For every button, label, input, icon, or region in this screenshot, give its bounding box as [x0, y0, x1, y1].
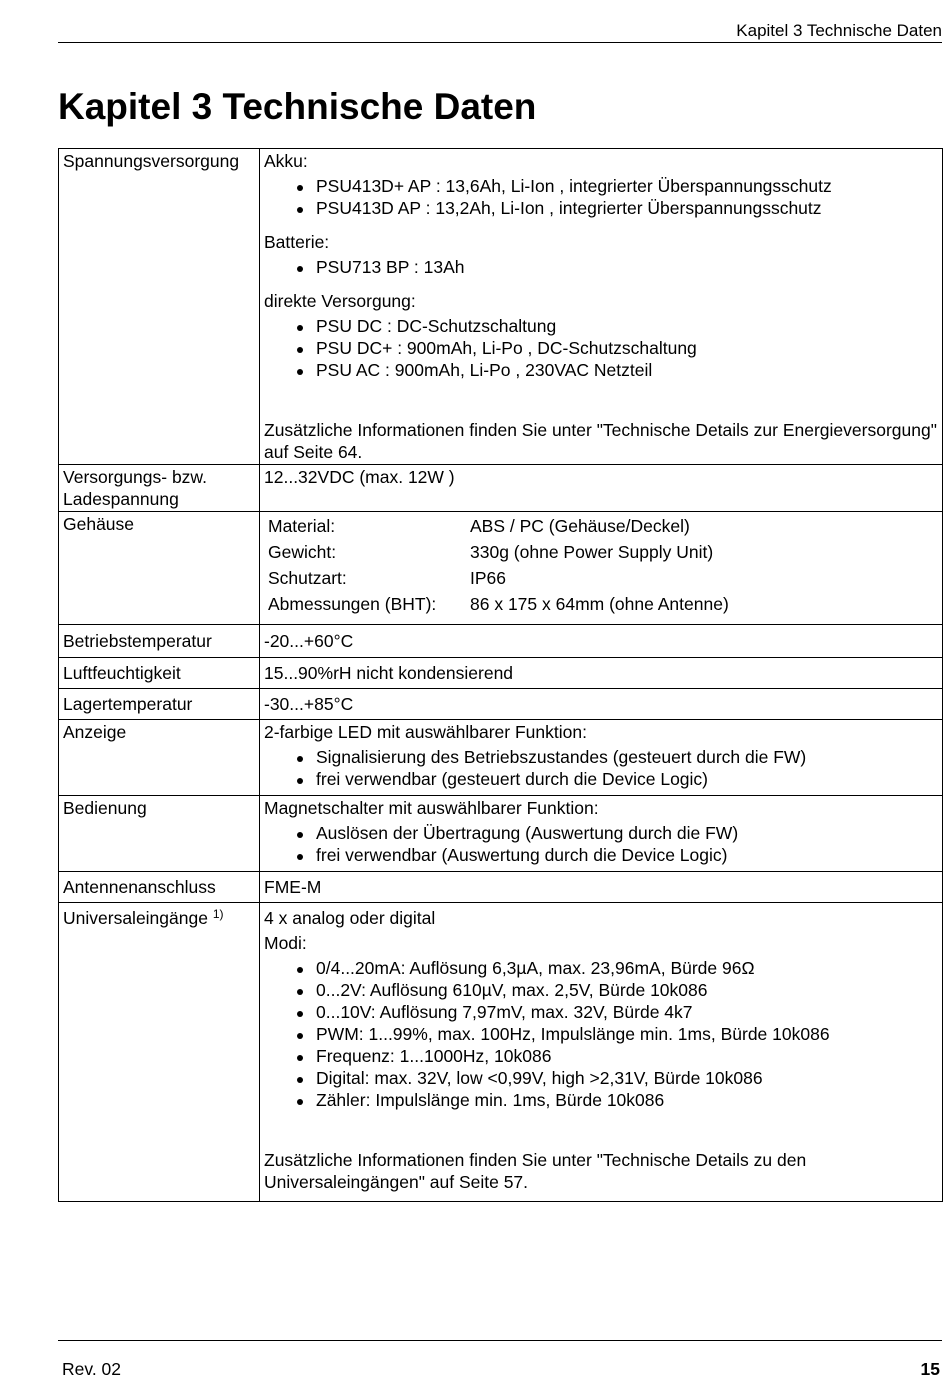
table-row-storage-temp [59, 689, 943, 720]
universal-inputs-label: Universaleingänge [63, 908, 208, 928]
row-label: Betriebstemperatur [59, 625, 260, 658]
table-row-display [59, 720, 943, 796]
list-item: frei verwendbar (Auswertung durch die Device Logic) [316, 844, 938, 866]
bullet-list [264, 315, 938, 381]
list-item: PSU DC+ : 900mAh, Li-Po , DC-Schutzschaltung [316, 337, 938, 359]
list-item: Auslösen der Übertragung (Auswertung durch die FW) [316, 822, 938, 844]
list-item: 0/4...20mA: Auflösung 6,3µA, max. 23,96mA, Bürde 96Ω [316, 957, 938, 979]
row-label: Luftfeuchtigkeit [59, 658, 260, 689]
row-value: FME-M [260, 872, 943, 903]
page-title: Kapitel 3 Technische Daten [58, 86, 537, 127]
property-value: IP66 [470, 568, 506, 588]
header-rule [58, 42, 942, 43]
table-row-operating-temp [59, 625, 943, 658]
list-item: Frequenz: 1...1000Hz, 10k086 [316, 1045, 938, 1067]
reference-note: Zusätzliche Informationen finden Sie unter "Technische Details zu den Universaleingängen" auf Seite 57. [264, 1150, 807, 1192]
row-label: Anzeige [59, 720, 260, 796]
row-value [260, 796, 943, 872]
list-item: Digital: max. 32V, low <0,99V, high >2,31V, Bürde 10k086 [316, 1067, 938, 1089]
table-row-universal-inputs [59, 903, 943, 1202]
row-label: Lagertemperatur [59, 689, 260, 720]
row-label [59, 903, 260, 1202]
bullet-list [264, 957, 938, 1111]
property-value: ABS / PC (Gehäuse/Deckel) [470, 516, 690, 536]
row-value: 12...32VDC (max. 12W ) [260, 465, 943, 512]
property-name: Material: [268, 516, 336, 536]
list-item: PSU413D+ AP : 13,6Ah, Li-Ion , integrierter Überspannungsschutz [316, 175, 938, 197]
row-value [260, 903, 943, 1202]
row-value: 15...90%rH nicht kondensierend [260, 658, 943, 689]
inputs-summary: 4 x analog oder digital [264, 908, 436, 928]
row-label: Gehäuse [59, 512, 260, 625]
footnote-mark: 1) [212, 907, 224, 921]
property-value: 86 x 175 x 64mm (ohne Antenne) [470, 594, 729, 614]
row-value: -30...+85°C [260, 689, 943, 720]
modes-heading: Modi: [264, 933, 307, 953]
bullet-list [264, 746, 938, 790]
table-row-housing [59, 512, 943, 625]
list-item: frei verwendbar (gesteuert durch die Device Logic) [316, 768, 938, 790]
row-label: Versorgungs- bzw. Ladespannung [59, 465, 260, 512]
footer-rule [58, 1340, 942, 1341]
revision-label: Rev. 02 [62, 1359, 122, 1379]
row-value [260, 720, 943, 796]
display-heading: 2-farbige LED mit auswählbarer Funktion: [264, 722, 587, 742]
operation-heading: Magnetschalter mit auswählbarer Funktion: [264, 798, 599, 818]
bullet-list [264, 256, 938, 278]
list-item: Signalisierung des Betriebszustandes (gesteuert durch die FW) [316, 746, 938, 768]
group-heading-batterie: Batterie: [264, 232, 330, 252]
list-item: PSU DC : DC-Schutzschaltung [316, 315, 938, 337]
list-item: PWM: 1...99%, max. 100Hz, Impulslänge min. 1ms, Bürde 10k086 [316, 1023, 938, 1045]
list-item: PSU AC : 900mAh, Li-Po , 230VAC Netzteil [316, 359, 938, 381]
property-value: 330g (ohne Power Supply Unit) [470, 542, 714, 562]
table-row-operation [59, 796, 943, 872]
list-item: Zähler: Impulslänge min. 1ms, Bürde 10k086 [316, 1089, 938, 1111]
row-value [260, 512, 943, 625]
property-grid [264, 513, 938, 623]
list-item: PSU413D AP : 13,2Ah, Li-Ion , integrierter Überspannungsschutz [316, 197, 938, 219]
property-name: Gewicht: [268, 542, 337, 562]
bullet-list [264, 822, 938, 866]
row-label: Antennenanschluss [59, 872, 260, 903]
bullet-list [264, 175, 938, 219]
table-row-antenna [59, 872, 943, 903]
group-heading-akku: Akku: [264, 151, 308, 171]
group-heading-direkte-versorgung: direkte Versorgung: [264, 291, 416, 311]
property-name: Abmessungen (BHT): [268, 594, 437, 614]
row-value [260, 149, 943, 465]
row-label: Bedienung [59, 796, 260, 872]
list-item: 0...10V: Auflösung 7,97mV, max. 32V, Bürde 4k7 [316, 1001, 938, 1023]
page-number: 15 [920, 1359, 940, 1379]
list-item: PSU713 BP : 13Ah [316, 256, 938, 278]
row-label: Spannungsversorgung [59, 149, 260, 465]
spec-table [58, 148, 943, 1202]
property-name: Schutzart: [268, 568, 347, 588]
reference-note: Zusätzliche Informationen finden Sie unter "Technische Details zur Energieversorgung" auf Seite 64. [264, 420, 937, 462]
running-header: Kapitel 3 Technische Daten [736, 21, 942, 40]
list-item: 0...2V: Auflösung 610µV, max. 2,5V, Bürde 10k086 [316, 979, 938, 1001]
table-row-power [59, 149, 943, 465]
row-value: -20...+60°C [260, 625, 943, 658]
table-row-humidity [59, 658, 943, 689]
table-row-supply-voltage [59, 465, 943, 512]
